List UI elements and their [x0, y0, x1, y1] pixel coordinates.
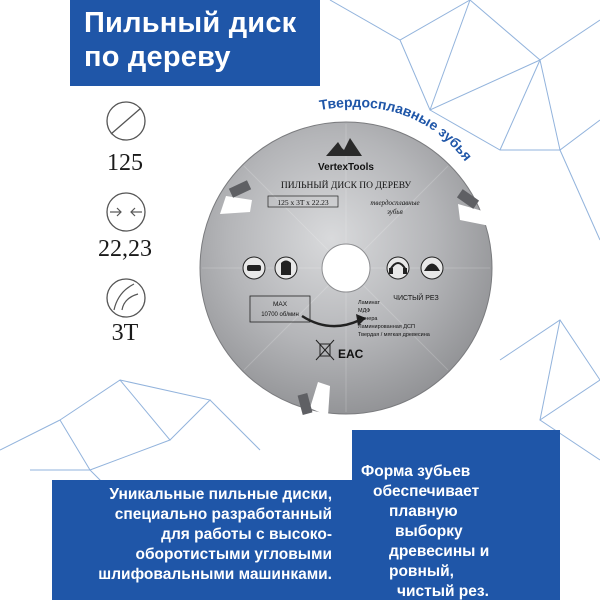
bore-value: 22,23	[98, 236, 152, 262]
diameter-icon	[105, 100, 147, 142]
material-item: Твердая / мягкая древесина	[358, 332, 430, 338]
right-desc-line: древесины и	[389, 543, 490, 560]
right-desc-line: Форма зубьев	[361, 463, 471, 480]
diameter-value: 125	[107, 150, 143, 176]
right-desc-line: ровный,	[389, 563, 454, 580]
blade-name: ПИЛЬНЫЙ ДИСК ПО ДЕРЕВУ	[280, 181, 412, 191]
glove-icon	[275, 257, 297, 279]
right-desc-line: выборку	[395, 523, 463, 540]
eac-mark: EAC	[338, 347, 364, 361]
left-desc-line: Уникальные пильные диски,	[109, 486, 332, 503]
right-desc-line: плавную	[389, 503, 458, 520]
material-item: Ламинат	[358, 300, 381, 306]
clean-cut-label: ЧИСТЫЙ РЕЗ	[393, 295, 439, 302]
left-description	[72, 485, 332, 585]
teeth-value: 3T	[111, 320, 139, 346]
max-speed: 10700 об/мин	[261, 312, 299, 318]
blade-teeth-note-2: зубья	[387, 208, 403, 216]
blade-brand: VertexTools	[318, 162, 374, 173]
title-line-1: Пильный диск	[84, 7, 297, 39]
title-line-2: по дереву	[84, 41, 231, 73]
ear-protection-icon	[387, 257, 409, 279]
material-item: МДФ	[358, 308, 371, 314]
left-desc-line: оборотистыми угловыми	[135, 546, 332, 563]
curved-label-text: Твердосплавные зубья	[318, 93, 476, 164]
blade-size: 125 x 3T x 22.23	[277, 198, 329, 207]
page-title	[84, 6, 324, 74]
material-item: Фанера	[358, 316, 378, 322]
left-desc-line: специально разработанный	[114, 506, 332, 523]
blade-teeth-note-1: твердосплавные	[370, 199, 420, 207]
saw-blade	[190, 108, 502, 428]
max-label: MAX	[272, 301, 288, 308]
goggles-icon	[243, 257, 265, 279]
bore-icon	[104, 190, 148, 234]
material-item: Ламинированная ДСП	[358, 324, 415, 330]
left-desc-line: шлифовальными машинками.	[98, 566, 332, 583]
right-desc-line: обеспечивает	[373, 483, 480, 500]
teeth-icon	[104, 276, 148, 320]
left-desc-line: для работы с высоко-	[161, 526, 332, 543]
helmet-icon	[421, 257, 443, 279]
right-desc-line: чистый рез.	[397, 583, 489, 600]
right-description	[345, 462, 515, 600]
